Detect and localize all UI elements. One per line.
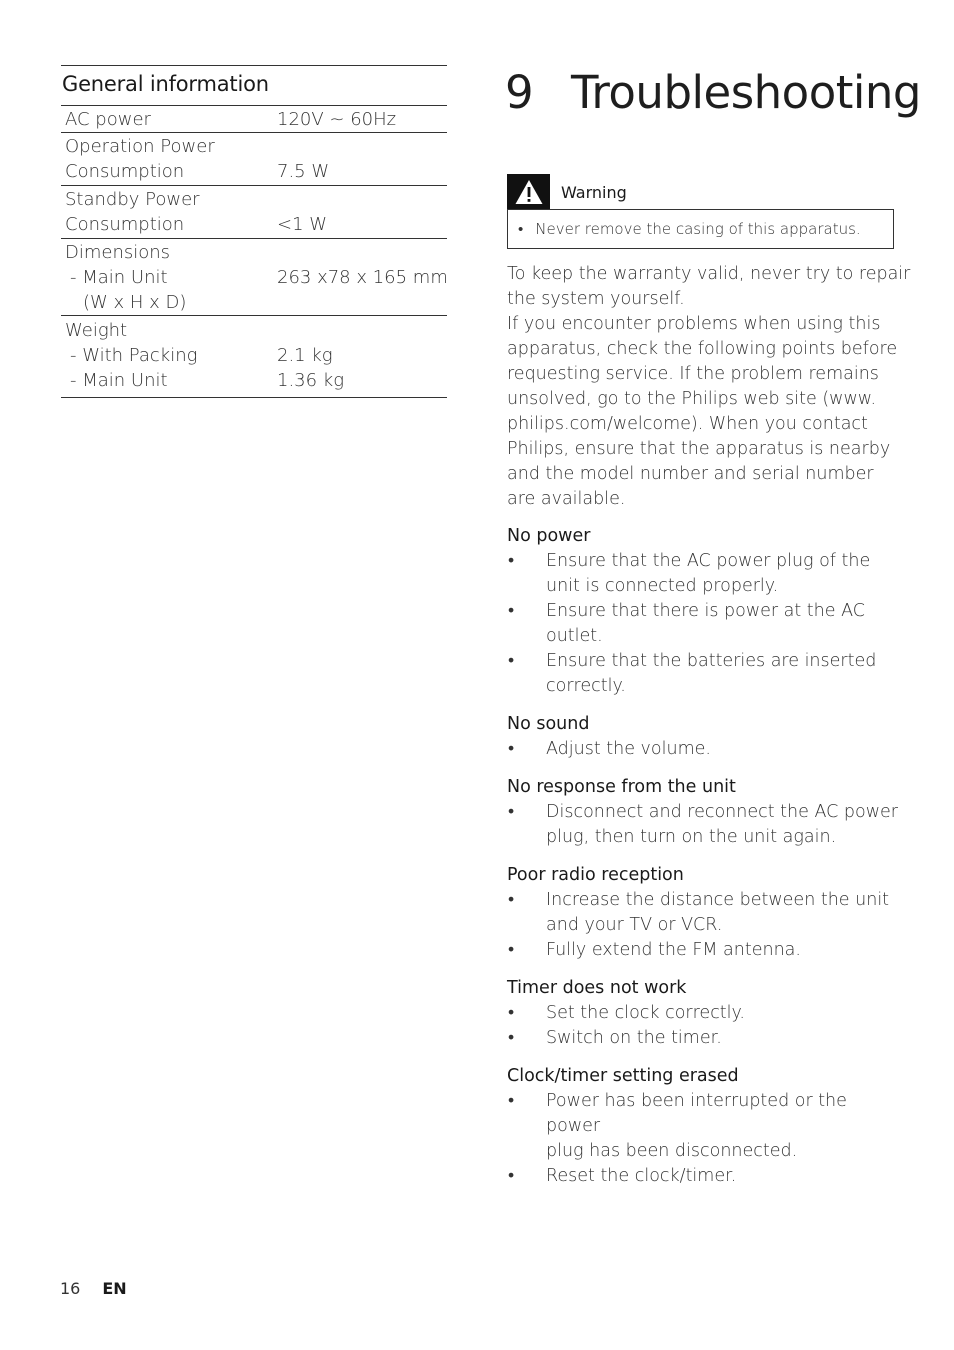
list-item-line: Switch on the timer.	[546, 1028, 722, 1048]
spec-row-dimensions	[61, 239, 447, 316]
intro-line: If you encounter problems when using this	[507, 314, 881, 334]
list-item-line: Adjust the volume.	[546, 739, 711, 759]
bullet: •	[508, 739, 515, 759]
bullet-list	[507, 737, 902, 762]
warning-text: Never remove the casing of this apparatus.	[535, 220, 861, 238]
spec-value-line: 2.1 kg	[277, 345, 333, 366]
spec-label-line: AC power	[65, 109, 151, 130]
section-heading: No sound	[507, 714, 590, 734]
spec-row-weight	[61, 316, 447, 398]
spec-label-line: - Main Unit	[70, 267, 168, 288]
bullet: •	[508, 1028, 515, 1048]
list-item-line: Ensure that there is power at the AC	[546, 601, 865, 621]
spec-value	[277, 316, 447, 397]
warning-triangle-icon	[507, 174, 550, 209]
list-item-text	[546, 888, 889, 938]
bullet: •	[508, 651, 515, 671]
list-item-line: unit is connected properly.	[546, 576, 779, 596]
intro-line: Philips, ensure that the apparatus is nearby	[507, 439, 891, 459]
list-item-text	[546, 1164, 736, 1189]
list-item-line: outlet.	[546, 626, 603, 646]
list-item-line: Disconnect and reconnect the AC power	[546, 802, 898, 822]
warning-notice	[507, 174, 894, 249]
bullet-list	[507, 888, 902, 963]
list-item-line: Ensure that the batteries are inserted	[546, 651, 877, 671]
section-heading: Poor radio reception	[507, 865, 684, 885]
list-item	[507, 1001, 902, 1026]
list-item-text	[546, 800, 898, 850]
intro-line: requesting service. If the problem remains	[507, 364, 879, 384]
section-no-sound	[507, 712, 902, 762]
intro-line: philips.com/welcome). When you contact	[507, 414, 868, 434]
spec-row-operation-power	[61, 133, 447, 186]
intro-line: the system yourself.	[507, 289, 685, 309]
spec-row-standby-power	[61, 186, 447, 239]
general-information-table	[61, 65, 447, 398]
list-item-line: correctly.	[546, 676, 626, 696]
bullet: •	[508, 1091, 515, 1111]
troubleshooting-sections	[507, 524, 902, 1202]
language-code: EN	[102, 1279, 127, 1298]
intro-line: unsolved, go to the Philips web site (www.	[507, 389, 877, 409]
list-item-line: and your TV or VCR.	[546, 915, 723, 935]
spec-label	[61, 133, 277, 185]
list-item-text	[546, 599, 865, 649]
spec-label-line: (W x H x D)	[83, 292, 187, 313]
list-item	[507, 599, 902, 649]
bullet: •	[508, 890, 515, 910]
list-item-text	[546, 938, 801, 963]
list-item-line: plug has been disconnected.	[546, 1141, 798, 1161]
bullet: •	[508, 601, 515, 621]
list-item	[507, 938, 902, 963]
bullet-list	[507, 800, 902, 850]
bullet: •	[518, 220, 524, 238]
spec-value	[277, 186, 447, 238]
section-heading: Timer does not work	[507, 978, 687, 998]
bullet: •	[508, 802, 515, 822]
intro-line: apparatus, check the following points before	[507, 339, 898, 359]
page-footer	[60, 1278, 127, 1300]
list-item	[507, 737, 902, 762]
intro-line: To keep the warranty valid, never try to repair	[507, 264, 911, 284]
spec-label-line: - With Packing	[70, 345, 198, 366]
bullet-list	[507, 1089, 902, 1189]
list-item-text	[546, 649, 876, 699]
list-item	[507, 1089, 902, 1164]
list-item	[507, 888, 902, 938]
list-item-text	[546, 549, 870, 599]
bullet: •	[508, 940, 515, 960]
spec-label-line: Weight	[65, 320, 128, 341]
spec-value	[277, 106, 447, 132]
warning-box	[507, 209, 894, 249]
spec-label-line: Dimensions	[65, 242, 171, 263]
intro-paragraph	[507, 262, 911, 512]
list-item	[507, 649, 902, 699]
list-item	[507, 800, 902, 850]
list-item-line: Ensure that the AC power plug of the	[546, 551, 871, 571]
bullet: •	[508, 1003, 515, 1023]
intro-line: and the model number and serial number	[507, 464, 874, 484]
spec-label-line: Consumption	[65, 161, 185, 182]
list-item-text	[546, 1089, 902, 1164]
list-item-line: Increase the distance between the unit	[546, 890, 890, 910]
spec-value	[277, 133, 447, 185]
section-heading: No response from the unit	[507, 777, 736, 797]
list-item	[507, 549, 902, 599]
spec-value-line: 7.5 W	[277, 161, 330, 182]
spec-label	[61, 239, 277, 315]
list-item-text	[546, 1026, 722, 1051]
section-no-response	[507, 775, 902, 850]
spec-label-line: - Main Unit	[70, 370, 168, 391]
page-number: 16	[60, 1279, 81, 1298]
bullet-list	[507, 549, 902, 699]
spec-value	[277, 239, 448, 315]
section-heading: Clock/timer setting erased	[507, 1066, 739, 1086]
list-item	[507, 1164, 902, 1189]
section-no-power	[507, 524, 902, 699]
list-item-line: plug, then turn on the unit again.	[546, 827, 837, 847]
warning-label: Warning	[561, 182, 627, 202]
section-clock-timer-erased	[507, 1064, 902, 1189]
bullet: •	[508, 551, 515, 571]
warning-header	[507, 174, 894, 209]
list-item-text	[546, 737, 711, 762]
list-item	[507, 1026, 902, 1051]
list-item-line: Power has been interrupted or the power	[546, 1091, 847, 1136]
bullet-list	[507, 1001, 902, 1051]
section-heading: No power	[507, 526, 591, 546]
list-item-text	[546, 1001, 745, 1026]
list-item-line: Set the clock correctly.	[546, 1003, 745, 1023]
section-timer-does-not-work	[507, 976, 902, 1051]
chapter-title-text: Troubleshooting	[571, 66, 921, 119]
spec-label	[61, 316, 277, 397]
general-information-title: General information	[61, 66, 447, 106]
section-poor-radio-reception	[507, 863, 902, 963]
spec-label-line: Operation Power	[65, 136, 215, 157]
spec-label	[61, 186, 277, 238]
intro-line: are available.	[507, 489, 626, 509]
spec-label	[61, 106, 277, 132]
spec-label-line: Consumption	[65, 214, 185, 235]
spec-row-ac-power	[61, 106, 447, 133]
spec-value-line: 120V ~ 60Hz	[277, 109, 397, 130]
chapter-number: 9	[505, 66, 534, 119]
list-item-line: Reset the clock/timer.	[546, 1166, 737, 1186]
spec-value-line: <1 W	[277, 214, 328, 235]
spec-label-line: Standby Power	[65, 189, 200, 210]
bullet: •	[508, 1166, 515, 1186]
list-item-line: Fully extend the FM antenna.	[546, 940, 801, 960]
spec-value-line: 263 x78 x 165 mm	[277, 267, 448, 288]
chapter-title	[505, 63, 925, 123]
spec-value-line: 1.36 kg	[277, 370, 345, 391]
